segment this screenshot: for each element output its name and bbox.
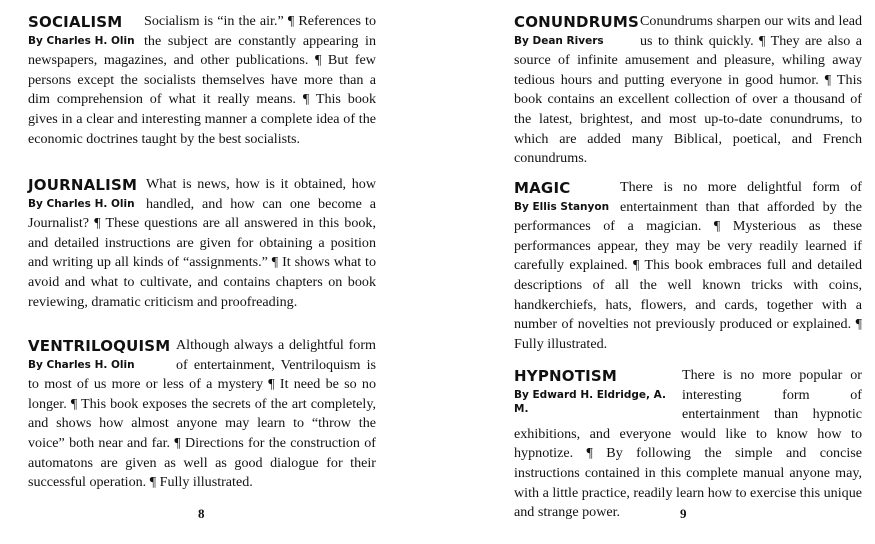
entry-text: Although always a delightful form of entertainment, Ventriloquism is to most of us more or less of a mystery ¶ It need be so no longer. ¶ This book exposes the secrets of the art completely, and shows how almost anyone may learn to “throw the voice” both near and far. ¶ Directions for the construction of automatons are given as well as good dialogue for their successful operation. ¶ Fully illustrated.	[28, 337, 376, 491]
entry-heading	[28, 13, 136, 48]
entry-journalism	[28, 175, 376, 312]
page-number: 8	[198, 506, 205, 521]
left-page	[0, 0, 437, 544]
entry-author: By Dean Rivers	[514, 35, 604, 47]
entry-title: VENTRILOQUISM	[28, 337, 171, 355]
entry-text: There is no more popular or interesting form of entertainment than hypnotic exhibitions, and everyone would like to know how to hypnotize. ¶ By following the simple and concise instructions contained in this complete manual anyone may, with a little practice, readily learn how to exercise this unique and strange power.	[514, 367, 862, 521]
entry-author: By Ellis Stanyon	[514, 201, 610, 213]
right-page	[438, 0, 875, 544]
entry-title: CONUNDRUMS	[514, 13, 639, 31]
entry-title: JOURNALISM	[28, 176, 138, 194]
entry-conundrums	[514, 12, 862, 169]
entry-heading	[514, 179, 612, 214]
entry-socialism	[28, 12, 376, 149]
entry-author: By Charles H. Olin	[28, 35, 135, 47]
entry-text: Conundrums sharpen our wits and lead us to think quickly. ¶ They are also a source of infinite amusement and pleasure, whiling away tedious hours and putting everyone in good humor. ¶ This book contains an excellent collection of over a thousand of the latest, brightest, and most up-to-date conundrums, to which are added many Biblical, poetical, and French conundrums.	[514, 13, 862, 167]
entry-author: By Charles H. Olin	[28, 359, 135, 371]
entry-heading	[514, 367, 674, 416]
entry-heading	[514, 13, 639, 48]
entry-author: By Charles H. Olin	[28, 198, 135, 210]
entry-author: By Edward H. Eldridge, A. M.	[514, 389, 666, 415]
entry-heading	[28, 176, 138, 211]
entry-title: MAGIC	[514, 179, 571, 197]
entry-text: Socialism is “in the air.” ¶ References to the subject are constantly appearing in newspapers, magazines, and other publications. ¶ But few persons except the socialists themselves have more than a dim comprehension of what it really means. ¶ This book gives in a clear and interesting manner a complete idea of the economic doctrines taught by the best socialists.	[28, 13, 376, 147]
entry-text: There is no more delightful form of entertainment than that afforded by the performances of a magician. ¶ Mysterious as these performances appear, they may be very readily learned if carefully explained. ¶ This book embraces full and detailed descriptions of all the well known tricks with coins, handkerchiefs, hats, flowers, and cards, together with a number of novelties not previously produced or explained. ¶ Fully illustrated.	[514, 179, 862, 352]
entry-heading	[28, 337, 171, 372]
entry-text: What is news, how is it obtained, how handled, and how can one become a Journalist? ¶ These questions are all answered in this book, and detailed instructions are given for obtaining a position and writing up all kinds of “assignments.” ¶ It shows what to avoid and what to cultivate, and contains chapters on book reviewing, dramatic criticism and proofreading.	[28, 176, 376, 310]
page-number: 9	[680, 506, 687, 521]
entry-title: HYPNOTISM	[514, 367, 618, 385]
entry-magic	[514, 178, 862, 354]
entry-ventriloquism	[28, 336, 376, 493]
entry-title: SOCIALISM	[28, 13, 123, 31]
entry-hypnotism	[514, 366, 862, 523]
